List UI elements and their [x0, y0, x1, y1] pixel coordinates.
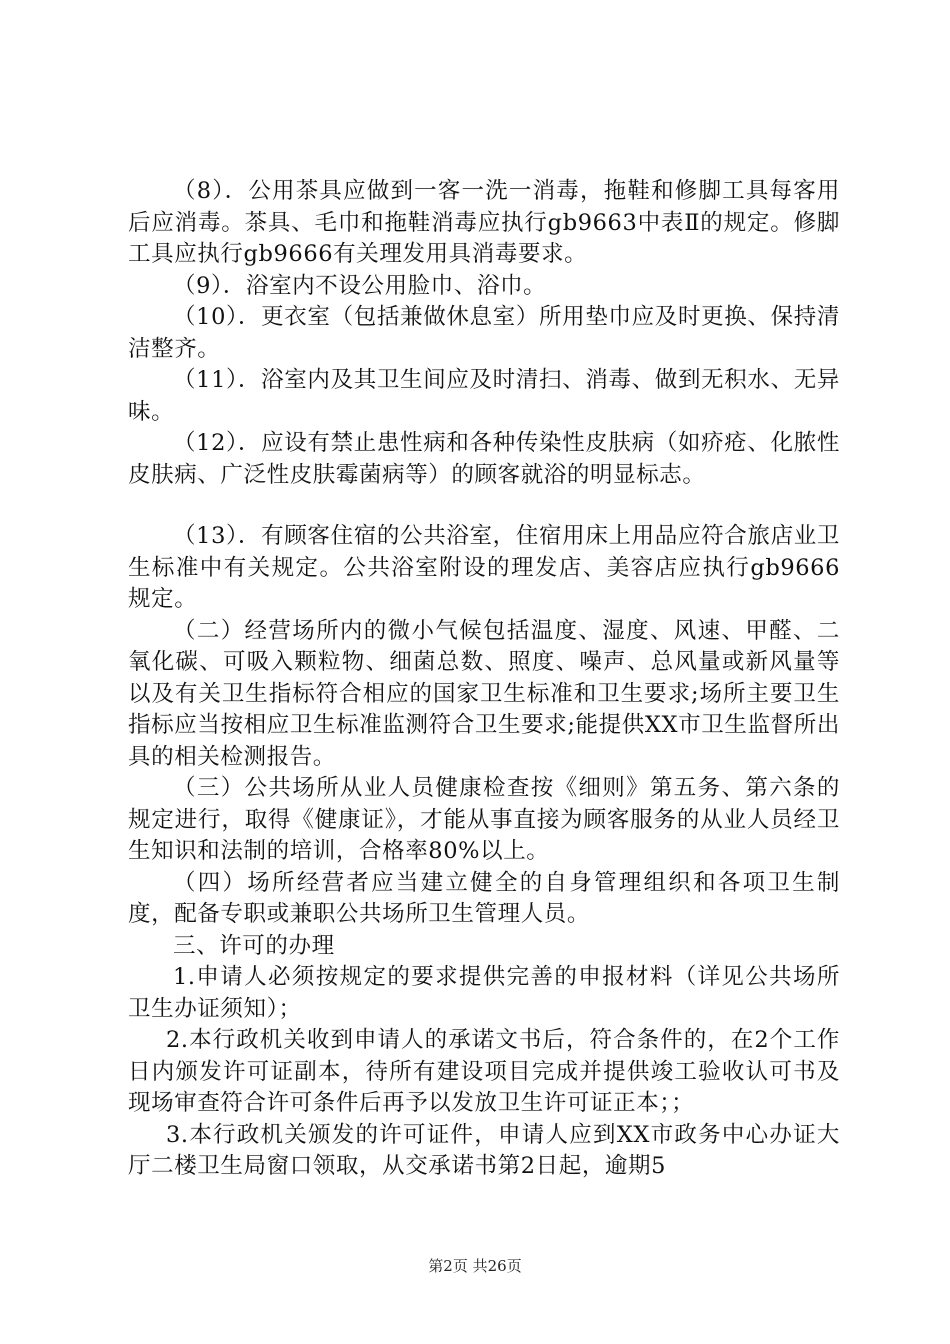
paragraph-item-10: （10）．更衣室（包括兼做休息室）所用垫巾应及时更换、保持清洁整齐。	[128, 304, 840, 362]
paragraph-item-11: （11）．浴室内及其卫生间应及时清扫、消毒、做到无积水、无异味。	[128, 367, 840, 425]
paragraph-section-4: （四）场所经营者应当建立健全的自身管理组织和各项卫生制度，配备专职或兼职公共场所卫生管理人员。	[128, 869, 840, 927]
document-body	[128, 176, 840, 1183]
paragraph-section-2: （二）经营场所内的微小气候包括温度、湿度、风速、甲醛、二氧化碳、可吸入颗粒物、细菌总数、照度、噪声、总风量或新风量等以及有关卫生指标符合相应的国家卫生标准和卫生要求;场所主要卫生指标应当按相应卫生标准监测符合卫生要求;能提供XX市卫生监督所出具的相关检测报告。	[128, 617, 840, 770]
section-heading-permit-processing: 三、许可的办理	[173, 932, 335, 959]
page-number-footer: 第2页 共26页	[428, 1257, 522, 1275]
paragraph-step-1: 1.申请人必须按规定的要求提供完善的申报材料（详见公共场所卫生办证须知）；	[128, 964, 840, 1022]
paragraph-step-3: 3.本行政机关颁发的许可证件，申请人应到XX市政务中心办证大厅二楼卫生局窗口领取，从交承诺书第2日起，逾期5	[128, 1121, 840, 1179]
paragraph-item-13: （13）．有顾客住宿的公共浴室，住宿用床上用品应符合旅店业卫生标准中有关规定。公共浴室附设的理发店、美容店应执行gb9666规定。	[128, 523, 840, 612]
paragraph-item-8: （8）．公用茶具应做到一客一洗一消毒，拖鞋和修脚工具每客用后应消毒。茶具、毛巾和拖鞋消毒应执行gb9663中表Ⅱ的规定。修脚工具应执行gb9666有关理发用具消毒要求。	[128, 178, 840, 267]
paragraph-step-2: 2.本行政机关收到申请人的承诺文书后，符合条件的，在2个工作日内颁发许可证副本，待所有建设项目完成并提供竣工验收认可书及现场审查符合许可条件后再予以发放卫生许可证正本；；	[128, 1027, 840, 1116]
paragraph-section-3: （三）公共场所从业人员健康检查按《细则》第五务、第六条的规定进行，取得《健康证》，才能从事直接为顾客服务的从业人员经卫生知识和法制的培训，合格率80%以上。	[128, 775, 840, 864]
paragraph-item-12: （12）．应设有禁止患性病和各种传染性皮肤病（如疥疮、化脓性皮肤病、广泛性皮肤霉菌病等）的顾客就浴的明显标志。	[128, 430, 840, 488]
paragraph-item-9: （9）．浴室内不设公用脸巾、浴巾。	[173, 272, 547, 299]
